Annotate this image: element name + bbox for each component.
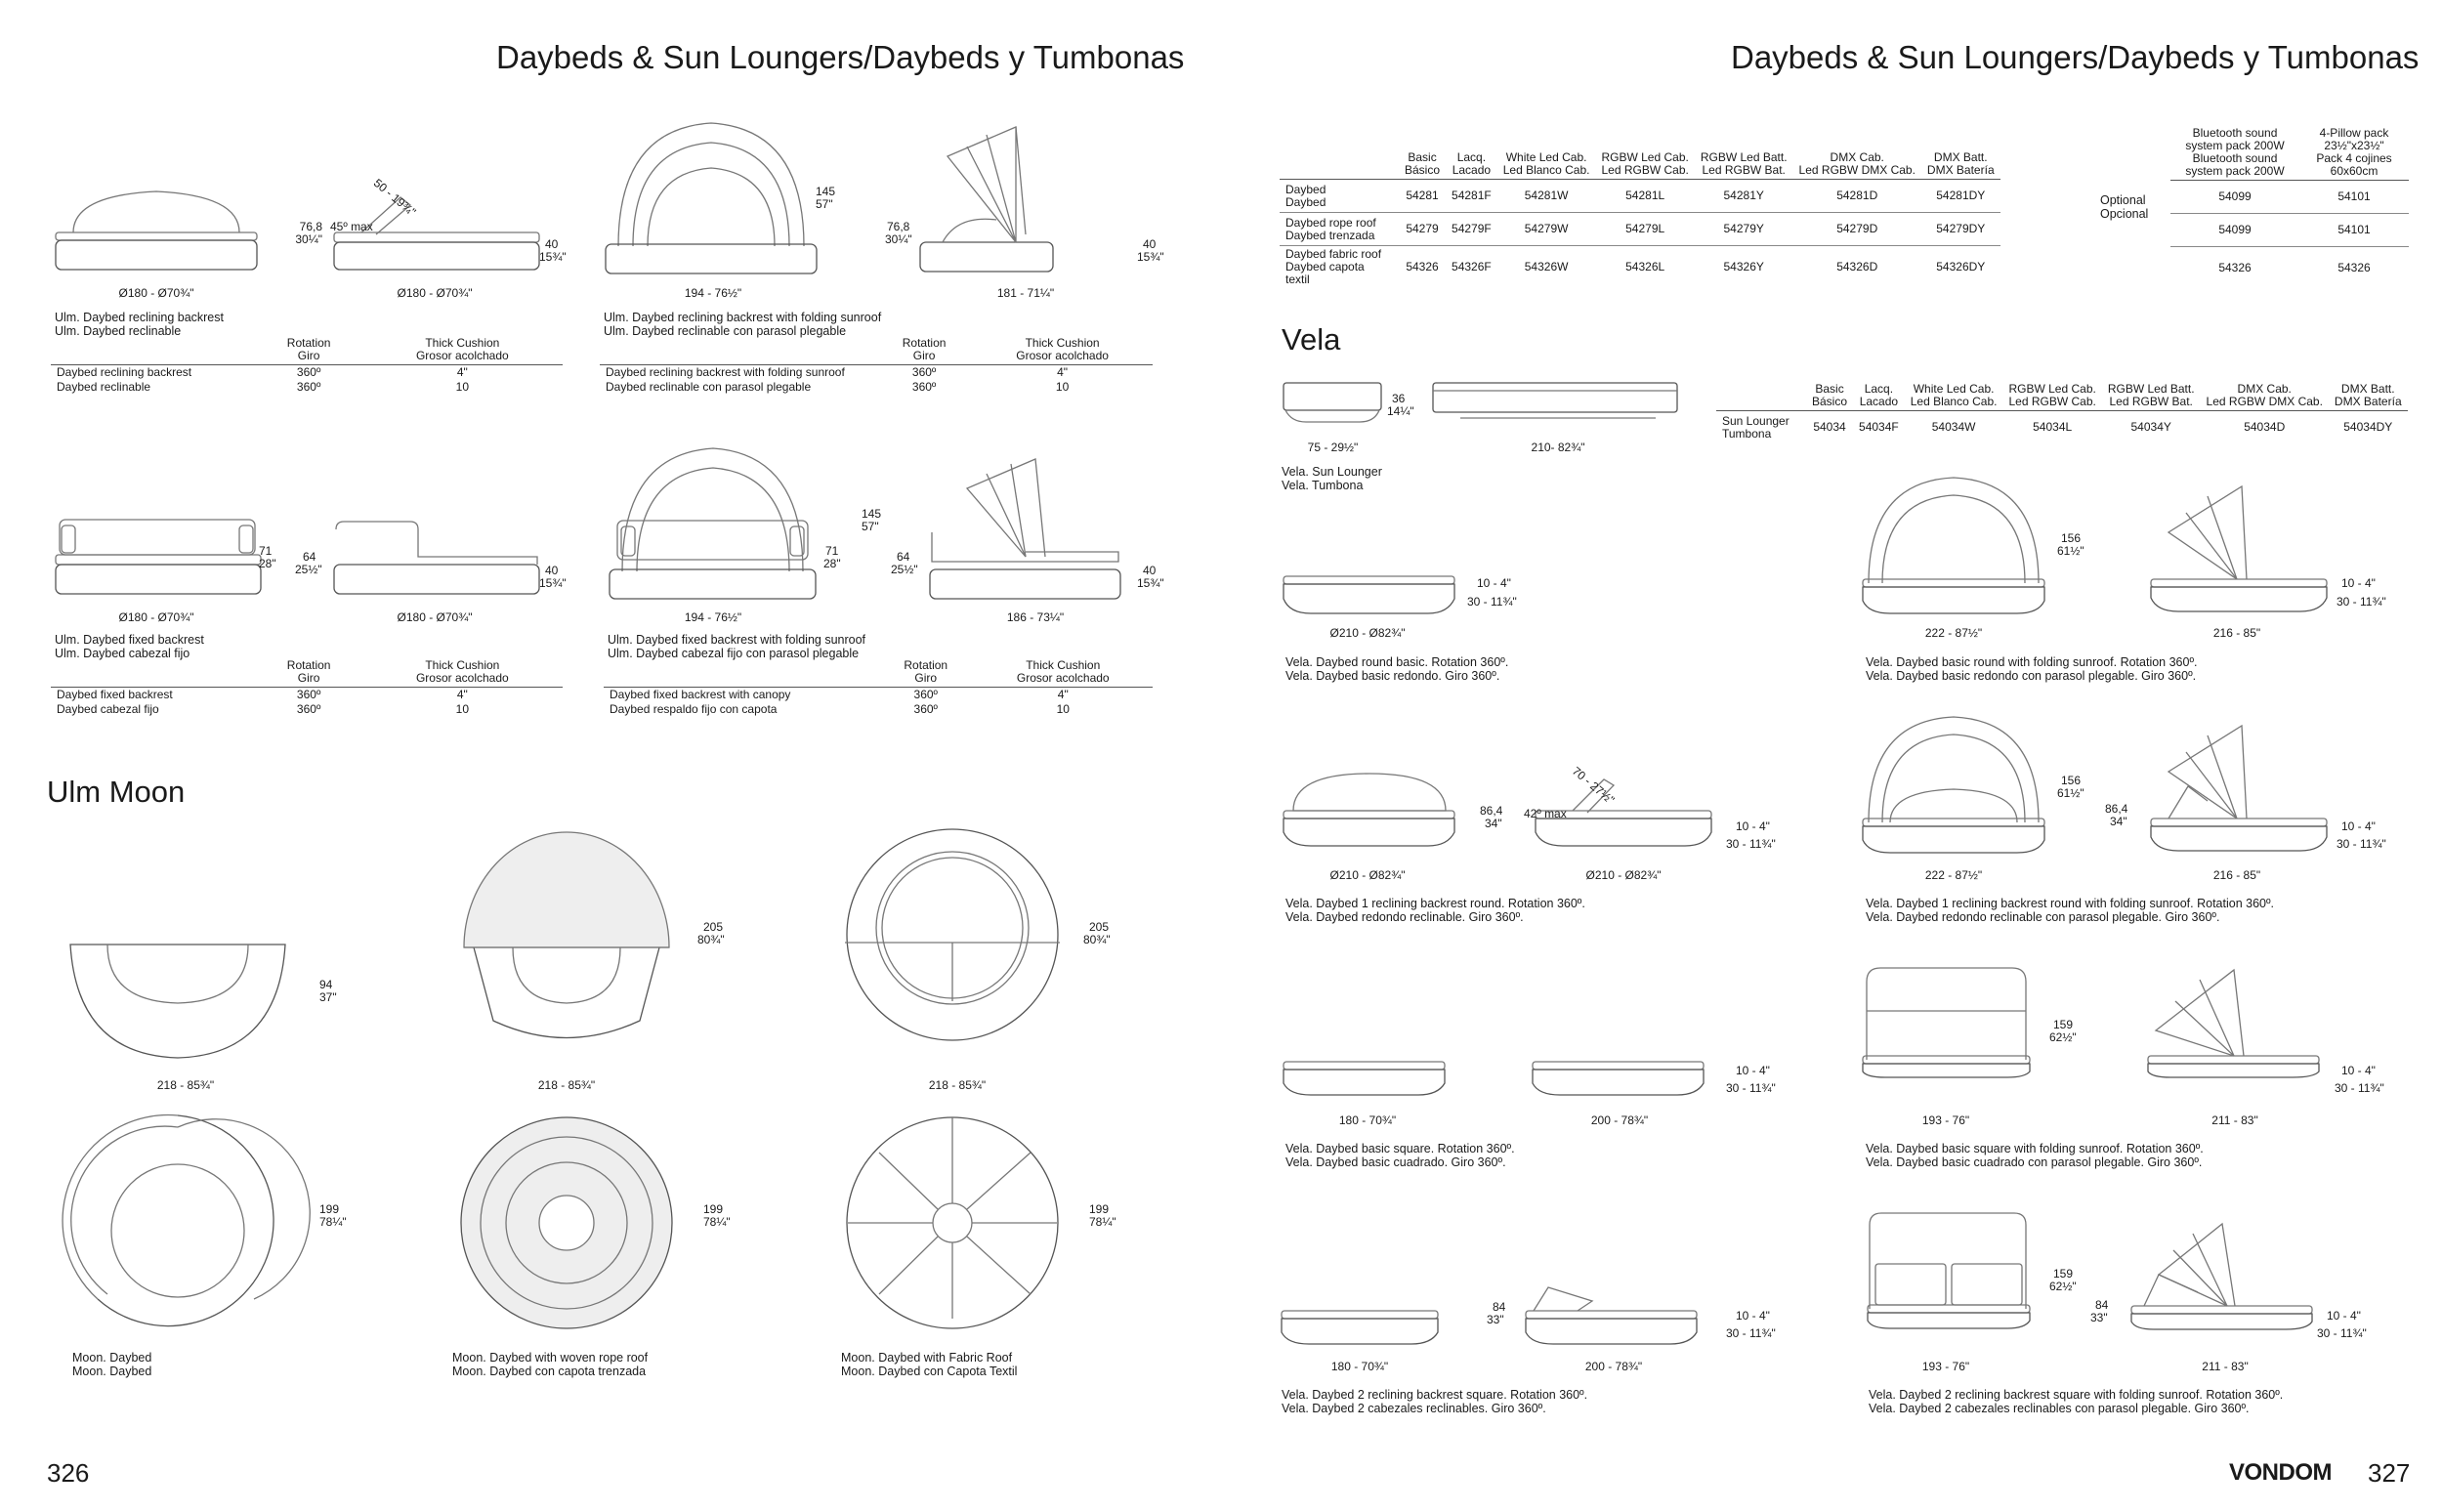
caption: Moon. Daybed Moon. Daybed: [72, 1351, 152, 1378]
optional-label: Optional Opcional: [2100, 193, 2149, 221]
dim-height-in: 62½": [2049, 1280, 2077, 1293]
caption: Vela. Daybed round basic. Rotation 360º. Vela. Daybed basic redondo. Giro 360º.: [1285, 655, 1509, 683]
ulm-fixed-sunroof-front-drawing: [608, 444, 818, 601]
dim-height: 10 - 4": [1736, 1309, 1770, 1323]
vela-round-reclining-sunroof-front-drawing: [1861, 713, 2046, 855]
dim-depth: 199: [1089, 1202, 1110, 1216]
dim-height: 86,4: [1480, 804, 1503, 818]
dim-width: Ø180 - Ø70¾": [397, 286, 473, 300]
dim-width: Ø180 - Ø70¾": [118, 610, 194, 624]
dim-height: 30 - 11¾": [1726, 1081, 1776, 1095]
caption: Moon. Daybed with woven rope roof Moon. Daybed con capota trenzada: [452, 1351, 649, 1378]
page-number: 327: [2368, 1458, 2411, 1488]
dim-height-in: 15¾": [1137, 576, 1164, 590]
dim-height-in: 33": [1487, 1313, 1504, 1326]
dim-angle: 42º max: [1524, 807, 1567, 820]
dim-height-in: 15¾": [1137, 250, 1164, 264]
dim-height: 159: [2053, 1018, 2074, 1031]
dim-width: 180 - 70¾": [1338, 1113, 1397, 1127]
dim-height-in: 15¾": [539, 576, 567, 590]
dim-width: 200 - 78¾": [1584, 1360, 1643, 1373]
left-page-title: Daybeds & Sun Loungers/Daybeds y Tumbonas: [496, 39, 1185, 75]
vela-lounger-side-drawing: [1431, 381, 1680, 430]
dim-height-in: 80¾": [1083, 933, 1111, 946]
dim-height-in: 25½": [295, 563, 322, 576]
dim-height: 10 - 4": [2341, 819, 2376, 833]
dim-height: 30 - 11¾": [1467, 595, 1517, 609]
ulm-fixed-side-drawing: [332, 518, 542, 606]
dim-height-in: 57": [862, 520, 879, 533]
dim-height: 40: [545, 564, 559, 577]
ulm-reclining-front-drawing: [54, 156, 259, 234]
dim-height: 145: [862, 507, 882, 521]
dim-width: 194 - 76½": [684, 286, 742, 300]
dim-height: 10 - 4": [2327, 1309, 2361, 1323]
dim-height: 30 - 11¾": [2337, 837, 2386, 851]
ulm-sunroof-front-drawing: [604, 119, 819, 275]
vela-round-basic-drawing: [1282, 574, 1457, 618]
vela-square-basic-side-drawing: [1531, 1060, 1706, 1099]
vela-round-reclining-sunroof-side-drawing: [2149, 718, 2330, 855]
dim-width: Ø210 - Ø82¾": [1329, 626, 1406, 640]
dim-height: 10 - 4": [1736, 1064, 1770, 1077]
dim-height-in: 30¼": [885, 232, 912, 246]
caption: Ulm. Daybed reclining backrest with folding sunroof Ulm. Daybed reclinable con parasol plegable: [604, 311, 882, 338]
vela-square-reclining-sunroof-front-drawing: [1866, 1211, 2032, 1333]
dim-height-in: 14¼": [1387, 404, 1414, 418]
dim-width: 75 - 29½": [1307, 441, 1359, 454]
dim-height: 76,8: [887, 220, 910, 233]
dim-depth-in: 78¼": [1089, 1215, 1116, 1229]
vela-square-reclining-front-drawing: [1280, 1309, 1441, 1348]
vela-square-basic-front-drawing: [1282, 1060, 1448, 1099]
dim-width: 211 - 83": [2211, 1113, 2258, 1127]
dim-height: 64: [303, 550, 316, 564]
dim-width: 194 - 76½": [684, 610, 742, 624]
dim-width: Ø180 - Ø70¾": [118, 286, 194, 300]
dim-depth-in: 78¼": [703, 1215, 731, 1229]
section-heading: Vela: [1282, 322, 1341, 357]
dim-height: 10 - 4": [2341, 576, 2376, 590]
right-page-title: Daybeds & Sun Loungers/Daybeds y Tumbonas: [1731, 39, 2420, 75]
dim-height: 36: [1392, 392, 1406, 405]
dim-width: 193 - 76": [1921, 1113, 1970, 1127]
dim-width: 216 - 85": [2212, 626, 2261, 640]
page-number: 326: [47, 1458, 90, 1488]
dim-height-in: 30¼": [295, 232, 322, 246]
vela-lounger-front-drawing: [1282, 381, 1384, 430]
vela-square-reclining-side-drawing: [1524, 1280, 1700, 1348]
dim-height: 30 - 11¾": [2335, 1081, 2384, 1095]
dim-height-in: 80¾": [697, 933, 725, 946]
ulm-fixed-sunroof-side-drawing: [928, 449, 1123, 601]
dim-width: 186 - 73¼": [1006, 610, 1065, 624]
vela-round-reclining-front-drawing: [1282, 772, 1457, 850]
dim-height: 40: [1143, 237, 1157, 251]
dim-height: 30 - 11¾": [1726, 837, 1776, 851]
lounger-code-table: Basic Básico Lacq. Lacado White Led Cab. Led Blanco Cab. RGBW Led Cab. Led RGBW Cab. RGBW Led Batt. Led RGBW Bat. DMX Cab. Led RGBW DMX Cab. DMX Batt. DMX Batería Sun Lounger Tumbona 54034 54034F 54034W 54034L 54034Y 54034D 54034DY: [1716, 383, 2408, 444]
dim-width: 200 - 78¾": [1590, 1113, 1649, 1127]
dim-height: 86,4: [2105, 802, 2128, 816]
dim-width: 216 - 85": [2212, 868, 2261, 882]
caption: Vela. Daybed basic square with folding sunroof. Rotation 360º. Vela. Daybed basic cuadrado con parasol plegable. Giro 360º.: [1866, 1142, 2204, 1169]
dim-width: Ø210 - Ø82¾": [1585, 868, 1662, 882]
caption: Ulm. Daybed fixed backrest with folding sunroof Ulm. Daybed cabezal fijo con parasol plegable: [608, 633, 866, 660]
dim-height-in: 28": [259, 557, 276, 570]
spec-table: Rotation Giro Thick Cushion Grosor acolchado Daybed reclining backrest with folding sunroof 360º 4" Daybed reclinable con parasol plegable 360º 10: [600, 337, 1153, 395]
dim-width: 218 - 85¾": [928, 1078, 987, 1092]
caption: Vela. Daybed 2 reclining backrest square. Rotation 360º. Vela. Daybed 2 cabezales reclinables. Giro 360º.: [1282, 1388, 1588, 1415]
section-heading: Ulm Moon: [47, 775, 186, 809]
caption: Ulm. Daybed reclining backrest Ulm. Daybed reclinable: [55, 311, 224, 338]
vela-round-sunroof-front-drawing: [1861, 474, 2046, 615]
caption: Vela. Sun Lounger Vela. Tumbona: [1282, 465, 1382, 492]
dim-height: 156: [2061, 774, 2082, 787]
dim-height: 76,8: [299, 220, 322, 233]
dim-height-in: 15¾": [539, 250, 567, 264]
ulm-fixed-front-drawing: [54, 518, 264, 606]
dim-height: 10 - 4": [1736, 819, 1770, 833]
caption: Vela. Daybed 1 reclining backrest round. Rotation 360º. Vela. Daybed redondo reclinable. Giro 360º.: [1285, 897, 1585, 924]
dim-height: 30 - 11¾": [2337, 595, 2386, 609]
spec-table: Rotation Giro Thick Cushion Grosor acolchado Daybed fixed backrest with canopy 360º 4" Daybed respaldo fijo con capota 360º 10: [604, 659, 1153, 717]
dim-height: 84: [1493, 1300, 1506, 1314]
dim-height: 94: [319, 978, 333, 991]
vela-square-reclining-sunroof-side-drawing: [2129, 1216, 2315, 1338]
dim-height: 71: [259, 544, 273, 558]
dim-width: 180 - 70¾": [1330, 1360, 1389, 1373]
caption: Vela. Daybed basic round with folding sunroof. Rotation 360º. Vela. Daybed basic redondo con parasol plegable. Giro 360º.: [1866, 655, 2198, 683]
dim-width: 193 - 76": [1921, 1360, 1970, 1373]
dim-height: 84: [2095, 1298, 2109, 1312]
dim-width: 211 - 83": [2202, 1360, 2249, 1373]
moon-daybed-front-drawing: [68, 943, 288, 1060]
dim-width: Ø210 - Ø82¾": [1329, 868, 1406, 882]
caption: Vela. Daybed 2 reclining backrest square with folding sunroof. Rotation 360º. Vela. Daybed 2 cabezales reclinables con parasol plegable. Giro 360º.: [1869, 1388, 2284, 1415]
moon-rope-roof-front-drawing: [454, 825, 679, 1045]
dim-depth: 199: [319, 1202, 340, 1216]
caption: Moon. Daybed with Fabric Roof Moon. Daybed con Capota Textil: [841, 1351, 1018, 1378]
ulm-sunroof-side-drawing: [918, 117, 1055, 273]
dim-diagonal: 50 - 19¾": [370, 176, 419, 220]
dim-height: 30 - 11¾": [2317, 1326, 2367, 1340]
dim-width: 218 - 85¾": [537, 1078, 596, 1092]
spec-table: Rotation Giro Thick Cushion Grosor acolchado Daybed fixed backrest 360º 4" Daybed cabezal fijo 360º 10: [51, 659, 563, 717]
dim-height-in: 57": [816, 197, 833, 211]
moon-fabric-roof-top-drawing: [840, 1113, 1065, 1333]
dim-depth-in: 78¼": [319, 1215, 347, 1229]
vela-square-sunroof-side-drawing: [2146, 962, 2322, 1079]
dim-height-in: 34": [1485, 817, 1502, 830]
optional-code-table: Bluetooth sound system pack 200W Bluetooth sound system pack 200W 4-Pillow pack 23½"x23½" Pack 4 cojines 60x60cm 54099 54101 54099 54101 54326 54326: [2170, 127, 2409, 290]
dim-height: 64: [897, 550, 910, 564]
dim-height: 71: [825, 544, 839, 558]
dim-height-in: 28": [823, 557, 841, 570]
dim-height-in: 37": [319, 990, 337, 1004]
dim-height: 145: [816, 185, 836, 198]
dim-height: 40: [1143, 564, 1157, 577]
dim-width: 222 - 87½": [1924, 868, 1983, 882]
dim-height-in: 34": [2110, 815, 2127, 828]
vela-round-sunroof-side-drawing: [2149, 479, 2330, 615]
dim-width: 222 - 87½": [1924, 626, 1983, 640]
dim-height-in: 61½": [2057, 544, 2084, 558]
moon-daybed-top-drawing: [68, 1113, 288, 1328]
caption: Vela. Daybed 1 reclining backrest round with folding sunroof. Rotation 360º. Vela. Daybed redondo reclinable con parasol plegable. Giro 360º.: [1866, 897, 2275, 924]
dim-angle: 45º max: [330, 220, 373, 233]
dim-height: 10 - 4": [1477, 576, 1511, 590]
vela-square-sunroof-front-drawing: [1861, 962, 2032, 1079]
dim-height: 40: [545, 237, 559, 251]
moon-rope-roof-top-drawing: [454, 1113, 679, 1333]
dim-depth: 199: [703, 1202, 724, 1216]
dim-height: 10 - 4": [2341, 1064, 2376, 1077]
dim-height-in: 25½": [891, 563, 918, 576]
dim-height: 156: [2061, 531, 2082, 545]
caption: Vela. Daybed basic square. Rotation 360º. Vela. Daybed basic cuadrado. Giro 360º.: [1285, 1142, 1515, 1169]
spec-table: Rotation Giro Thick Cushion Grosor acolchado Daybed reclining backrest 360º 4" Daybed reclinable 360º 10: [51, 337, 563, 395]
moon-fabric-roof-front-drawing: [840, 825, 1065, 1045]
dim-height: 205: [1089, 920, 1110, 934]
dim-width: 210- 82¾": [1531, 441, 1585, 454]
dim-height: 205: [703, 920, 724, 934]
dim-width: Ø180 - Ø70¾": [397, 610, 473, 624]
brand-logo: VONDOM: [2229, 1459, 2332, 1486]
dim-height-in: 62½": [2049, 1030, 2077, 1044]
dim-width: 181 - 71¼": [996, 286, 1055, 300]
dim-height-in: 33": [2090, 1311, 2108, 1324]
dim-width: 218 - 85¾": [156, 1078, 215, 1092]
dim-height-in: 61½": [2057, 786, 2084, 800]
caption: Ulm. Daybed fixed backrest Ulm. Daybed cabezal fijo: [55, 633, 204, 660]
daybed-code-table: Basic Básico Lacq. Lacado White Led Cab. Led Blanco Cab. RGBW Led Cab. Led RGBW Cab. RGBW Led Batt. Led RGBW Bat. DMX Cab. Led RGBW DMX Cab. DMX Batt. DMX Batería Daybed Daybed 54281 54281F 54281W 54281L 54281Y 54281D 54281DY Daybed rope roof Daybed trenzada 54279 54279F 54279W 54279L 54279Y 54279D 54279DY Daybed fabric roof Daybed capota textil 54326 54326F 54326W 54326L 54326Y 54326D 54326DY: [1280, 151, 2000, 289]
dim-diagonal: 70 - 27½": [1569, 764, 1618, 808]
dim-height: 159: [2053, 1267, 2074, 1281]
dim-height: 30 - 11¾": [1726, 1326, 1776, 1340]
